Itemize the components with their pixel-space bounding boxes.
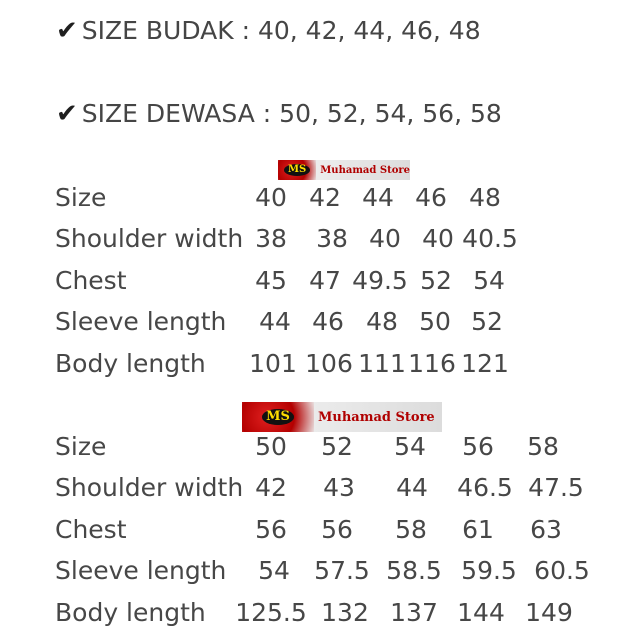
table-cell: 46.5 [457,473,513,502]
table-cell: 56 [321,515,353,544]
table-cell: 61 [462,515,494,544]
table-cell: 63 [530,515,562,544]
table-cell: 45 [255,266,287,295]
row-label: Size [55,432,107,461]
size-budak-heading [56,16,481,46]
table-cell: 48 [469,183,501,212]
table-cell: 52 [321,432,353,461]
row-label: Shoulder width [55,224,244,253]
table-cell: 52 [471,307,503,336]
checkmark-icon: ✔ [56,99,78,129]
row-label: Shoulder width [55,473,244,502]
table-cell: 56 [462,432,494,461]
muhamad-store-logo-bottom [242,402,442,432]
table-cell: 44 [362,183,394,212]
table-row [0,513,640,547]
table-cell: 40 [422,224,454,253]
table-cell: 47.5 [528,473,584,502]
table-cell: 56 [255,515,287,544]
table-cell: 144 [457,598,505,627]
table-cell: 111 [358,349,406,378]
table-cell: 42 [255,473,287,502]
muhamad-store-logo-top [278,160,410,180]
table-cell: 101 [249,349,297,378]
table-cell: 106 [305,349,353,378]
row-label: Body length [55,598,206,627]
row-label: Body length [55,349,206,378]
ms-logo-mark: MS [278,160,316,180]
table-cell: 54 [473,266,505,295]
table-row [0,222,640,256]
table-row [0,596,640,630]
table-row [0,554,640,588]
table-row [0,181,640,215]
size-budak-text: SIZE BUDAK : 40, 42, 44, 46, 48 [81,16,481,45]
table-cell: 40 [255,183,287,212]
table-row [0,430,640,464]
size-dewasa-text: SIZE DEWASA : 50, 52, 54, 56, 58 [81,99,502,128]
row-label: Sleeve length [55,307,227,336]
table-cell: 52 [420,266,452,295]
row-label: Sleeve length [55,556,227,585]
table-cell: 38 [255,224,287,253]
table-cell: 48 [366,307,398,336]
table-cell: 116 [408,349,456,378]
table-row [0,347,640,381]
table-cell: 58 [395,515,427,544]
table-cell: 54 [258,556,290,585]
table-row [0,264,640,298]
table-cell: 125.5 [235,598,307,627]
logo-store-name: Muhamad Store [318,409,435,425]
checkmark-icon: ✔ [56,16,78,46]
row-label: Chest [55,266,127,295]
table-cell: 58 [527,432,559,461]
table-cell: 57.5 [314,556,370,585]
table-cell: 58.5 [386,556,442,585]
table-cell: 40.5 [462,224,518,253]
table-cell: 121 [461,349,509,378]
size-dewasa-heading [56,99,502,129]
table-cell: 46 [415,183,447,212]
row-label: Size [55,183,107,212]
table-cell: 44 [396,473,428,502]
table-cell: 137 [390,598,438,627]
table-row [0,471,640,505]
table-cell: 42 [309,183,341,212]
table-cell: 149 [525,598,573,627]
table-cell: 60.5 [534,556,590,585]
table-cell: 54 [394,432,426,461]
table-cell: 49.5 [352,266,408,295]
table-cell: 44 [259,307,291,336]
logo-store-name: Muhamad Store [320,164,410,176]
table-cell: 132 [321,598,369,627]
table-cell: 46 [312,307,344,336]
table-cell: 47 [309,266,341,295]
table-cell: 38 [316,224,348,253]
table-cell: 59.5 [461,556,517,585]
table-cell: 50 [419,307,451,336]
ms-logo-mark: MS [242,402,314,432]
table-cell: 50 [255,432,287,461]
table-row [0,305,640,339]
table-cell: 40 [369,224,401,253]
table-cell: 43 [323,473,355,502]
row-label: Chest [55,515,127,544]
